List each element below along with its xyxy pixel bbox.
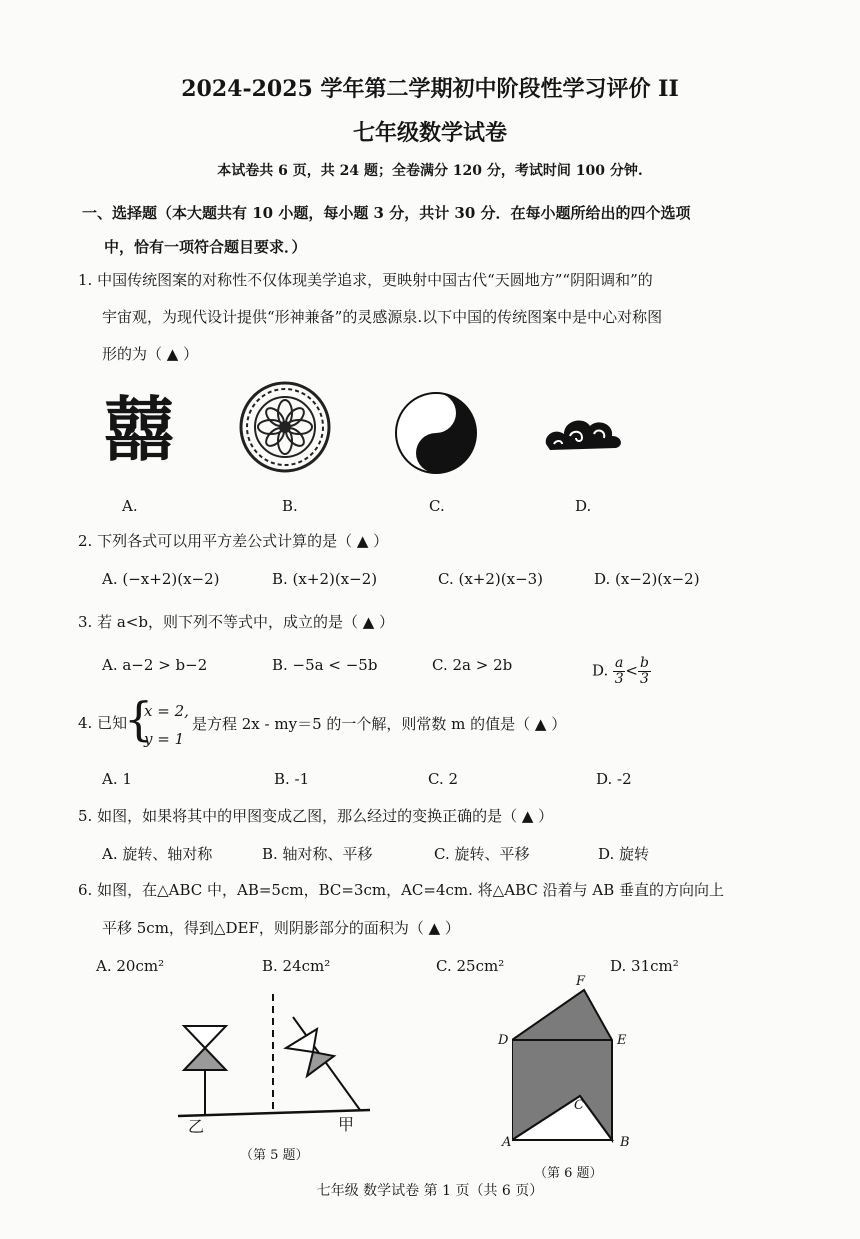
fig6-label-a: A: [502, 1135, 512, 1150]
q2-option-c: C. (x+2)(x−3): [438, 570, 544, 588]
q2-option-b: B. (x+2)(x−2): [272, 570, 378, 588]
yin-yang-icon: [393, 390, 479, 476]
q2-option-d: D. (x−2)(x−2): [594, 570, 700, 588]
q6-option-b: B. 24cm²: [262, 957, 331, 975]
system-brace: {: [124, 692, 154, 746]
fig6-label-f: F: [576, 974, 586, 989]
q3-option-a: A. a−2 > b−2: [102, 656, 208, 674]
q4-option-c: C. 2: [428, 770, 459, 788]
q3-stem: 3. 若 a<b，则下列不等式中，成立的是（ ▲ ）: [78, 613, 395, 631]
q3-option-c: C. 2a > 2b: [432, 656, 513, 674]
q1-label-d: D.: [575, 497, 592, 515]
q6-option-c: C. 25cm²: [436, 957, 505, 975]
q1-line3: 形的为（ ▲ ）: [102, 345, 199, 363]
q3-option-b: B. −5a < −5b: [272, 656, 378, 674]
q6-option-d: D. 31cm²: [610, 957, 679, 975]
q1-label-a: A.: [122, 497, 138, 515]
q3-option-d: [592, 656, 651, 687]
q1-line2: 宇宙观，为现代设计提供“形神兼备”的灵感源泉.以下中国的传统图案中是中心对称图: [102, 308, 663, 326]
fraction-a-over-3: $\frac{a}{3}$: [614, 655, 624, 687]
q4-eq1: x = 2,: [144, 702, 189, 720]
figure-6-diagram: [512, 984, 616, 1144]
q1-label-c: C.: [429, 497, 445, 515]
fig5-caption: （第 5 题）: [240, 1148, 309, 1163]
page-footer: 七年级 数学试卷 第 1 页（共 6 页）: [316, 1183, 544, 1199]
q5-option-d: D. 旋转: [598, 845, 650, 863]
floral-medallion-icon: [238, 380, 332, 474]
q6-line2: 平移 5cm，得到△DEF，则阴影部分的面积为（ ▲ ）: [102, 919, 460, 937]
q4-option-b: B. -1: [274, 770, 310, 788]
fig6-caption: （第 6 题）: [534, 1166, 603, 1181]
q2-stem: 2. 下列各式可以用平方差公式计算的是（ ▲ ）: [78, 532, 389, 550]
q5-option-c: C. 旋转、平移: [434, 845, 530, 863]
q4-eq2: y = 1: [144, 730, 185, 748]
q1-label-b: B.: [282, 497, 298, 515]
q4-option-d: D. -2: [596, 770, 632, 788]
q4-option-a: A. 1: [102, 770, 132, 788]
q3-option-d-label: D.: [592, 661, 609, 680]
exam-note: 本试卷共 6 页，共 24 题；全卷满分 120 分，考试时间 100 分钟.: [217, 163, 643, 179]
section-heading-line2: 中，恰有一项符合题目要求．）: [104, 238, 307, 256]
q2-option-a: A. (−x+2)(x−2): [102, 570, 220, 588]
q1-line1: 1. 中国传统图案的对称性不仅体现美学追求，更映射中国古代“天圆地方”“阴阳调和”的: [78, 271, 653, 289]
fig5-label-yi: 乙: [188, 1117, 205, 1136]
q5-stem: 5. 如图，如果将其中的甲图变成乙图，那么经过的变换正确的是（ ▲ ）: [78, 807, 554, 825]
auspicious-cloud-icon: [540, 410, 626, 460]
exam-title: 2024-2025 学年第二学期初中阶段性学习评价 II: [181, 76, 679, 102]
fig6-label-c: C: [574, 1098, 584, 1113]
fig6-label-b: B: [620, 1135, 630, 1150]
section-heading-line1: 一、选择题（本大题共有 10 小题，每小题 3 分，共计 30 分．在每小题所给出的四个选项: [82, 204, 691, 222]
figure-5-diagram: [170, 990, 380, 1130]
q4-suffix: 是方程 2x - my＝5 的一个解，则常数 m 的值是（ ▲ ）: [192, 715, 567, 733]
exam-subtitle: 七年级数学试卷: [352, 120, 507, 146]
q4-prefix: 4. 已知: [78, 714, 128, 732]
q6-option-a: A. 20cm²: [96, 957, 165, 975]
fig6-label-d: D: [498, 1033, 509, 1048]
q5-option-a: A. 旋转、轴对称: [102, 845, 213, 863]
less-than-sign: <: [625, 661, 638, 680]
double-happiness-icon: 囍: [104, 389, 174, 471]
q6-line1: 6. 如图，在△ABC 中，AB=5cm，BC=3cm，AC=4cm. 将△ABC 沿着与 AB 垂直的方向向上: [78, 881, 724, 899]
fraction-b-over-3: $\frac{b}{3}$: [639, 655, 649, 687]
fig5-label-jia: 甲: [338, 1115, 355, 1134]
fig6-label-e: E: [617, 1033, 627, 1048]
q5-option-b: B. 轴对称、平移: [262, 845, 373, 863]
